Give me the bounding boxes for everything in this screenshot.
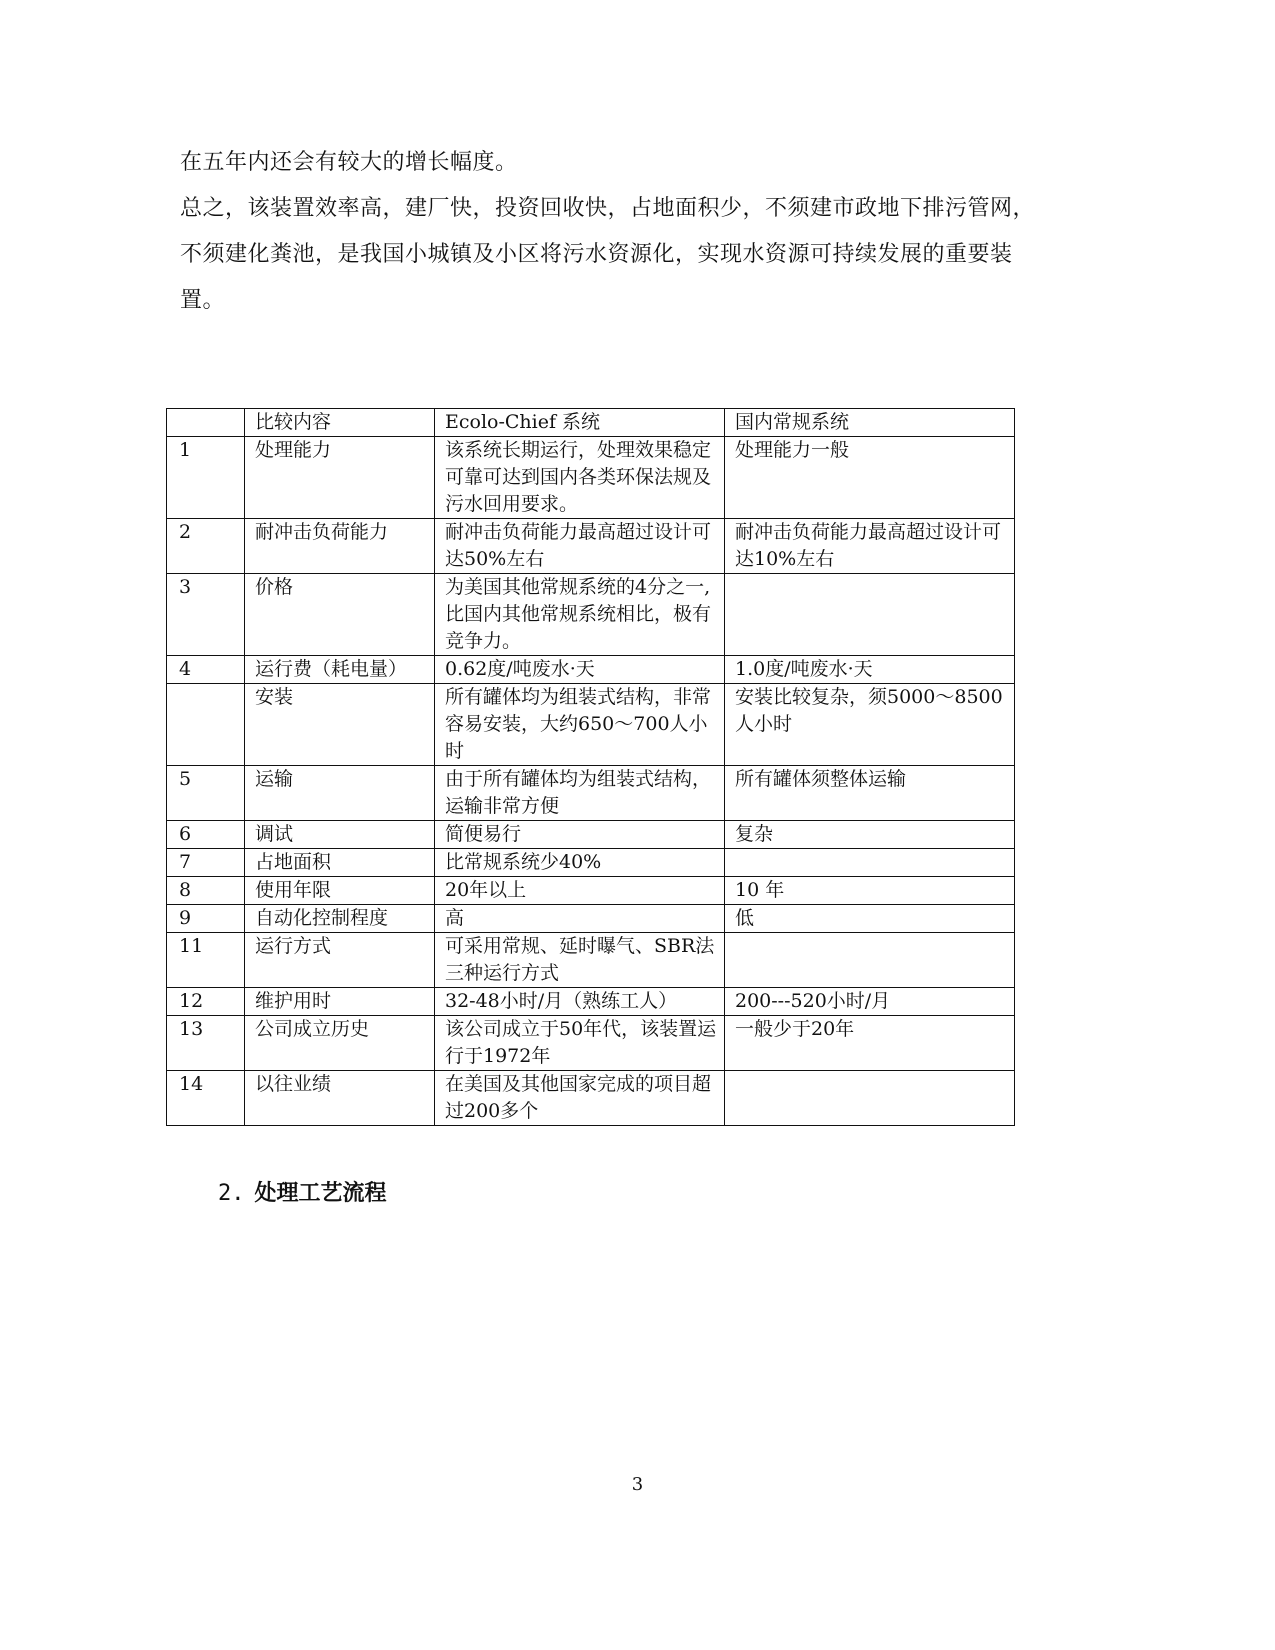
domestic-system-cell: 低 — [725, 905, 1015, 933]
domestic-system-cell: 所有罐体须整体运输 — [725, 766, 1015, 821]
table-row — [167, 1016, 1015, 1071]
table-row — [167, 933, 1015, 988]
domestic-system-cell: 处理能力一般 — [725, 437, 1015, 519]
ecolo-chief-cell: 可采用常规、延时曝气、SBR法三种运行方式 — [435, 933, 725, 988]
row-index-cell: 1 — [167, 437, 245, 519]
table-row — [167, 519, 1015, 574]
item-cell: 运输 — [245, 766, 435, 821]
ecolo-chief-cell: 所有罐体均为组装式结构，非常容易安装，大约650～700人小时 — [435, 684, 725, 766]
item-cell: 自动化控制程度 — [245, 905, 435, 933]
row-index-cell: 5 — [167, 766, 245, 821]
item-cell: 安装 — [245, 684, 435, 766]
paragraph: 总之，该装置效率高，建厂快，投资回收快，占地面积少，不须建市政地下排污管网，不须建化粪池，是我国小城镇及小区将污水资源化，实现水资源可持续发展的重要装置。 — [180, 196, 1036, 313]
item-cell: 占地面积 — [245, 849, 435, 877]
table-row — [167, 684, 1015, 766]
domestic-system-cell — [725, 574, 1015, 656]
ecolo-chief-cell: 高 — [435, 905, 725, 933]
domestic-system-cell: 复杂 — [725, 821, 1015, 849]
row-index-cell — [167, 684, 245, 766]
domestic-system-cell — [725, 849, 1015, 877]
section-heading — [218, 1178, 387, 1210]
domestic-system-cell: 10 年 — [725, 877, 1015, 905]
ecolo-chief-cell: 该公司成立于50年代，该装置运行于1972年 — [435, 1016, 725, 1071]
ecolo-chief-cell: 由于所有罐体均为组装式结构，运输非常方便 — [435, 766, 725, 821]
ecolo-chief-cell: 耐冲击负荷能力最高超过设计可达50%左右 — [435, 519, 725, 574]
row-index-cell: 7 — [167, 849, 245, 877]
page-number: 3 — [631, 1474, 644, 1495]
row-index-cell: 4 — [167, 656, 245, 684]
table-row — [167, 905, 1015, 933]
table-header-row — [167, 409, 1015, 437]
row-index-cell: 14 — [167, 1071, 245, 1126]
row-index-cell: 11 — [167, 933, 245, 988]
row-index-cell: 8 — [167, 877, 245, 905]
item-cell: 维护用时 — [245, 988, 435, 1016]
row-index-cell: 13 — [167, 1016, 245, 1071]
domestic-system-cell: 安装比较复杂，须5000～8500人小时 — [725, 684, 1015, 766]
item-cell: 运行费（耗电量） — [245, 656, 435, 684]
comparison-table — [166, 408, 1015, 1126]
item-cell: 以往业绩 — [245, 1071, 435, 1126]
row-index-cell: 3 — [167, 574, 245, 656]
table-row — [167, 574, 1015, 656]
table-row — [167, 766, 1015, 821]
item-cell: 公司成立历史 — [245, 1016, 435, 1071]
ecolo-chief-cell: 0.62度/吨废水·天 — [435, 656, 725, 684]
row-index-cell: 2 — [167, 519, 245, 574]
ecolo-chief-cell: 简便易行 — [435, 821, 725, 849]
table-row — [167, 849, 1015, 877]
header-cell-index — [167, 409, 245, 437]
row-index-cell: 9 — [167, 905, 245, 933]
item-cell: 使用年限 — [245, 877, 435, 905]
header-cell-ecolo: Ecolo-Chief 系统 — [435, 409, 725, 437]
header-cell-item: 比较内容 — [245, 409, 435, 437]
ecolo-chief-cell: 为美国其他常规系统的4分之一,比国内其他常规系统相比，极有竞争力。 — [435, 574, 725, 656]
domestic-system-cell: 1.0度/吨废水·天 — [725, 656, 1015, 684]
domestic-system-cell: 一般少于20年 — [725, 1016, 1015, 1071]
paragraph: 在五年内还会有较大的增长幅度。 — [180, 150, 518, 175]
ecolo-chief-cell: 该系统长期运行，处理效果稳定可靠可达到国内各类环保法规及污水回用要求。 — [435, 437, 725, 519]
row-index-cell: 6 — [167, 821, 245, 849]
table-row — [167, 1071, 1015, 1126]
body-text — [180, 140, 1040, 324]
row-index-cell: 12 — [167, 988, 245, 1016]
ecolo-chief-cell: 比常规系统少40% — [435, 849, 725, 877]
item-cell: 价格 — [245, 574, 435, 656]
domestic-system-cell — [725, 933, 1015, 988]
table-row — [167, 877, 1015, 905]
table-row — [167, 437, 1015, 519]
item-cell: 调试 — [245, 821, 435, 849]
ecolo-chief-cell: 在美国及其他国家完成的项目超过200多个 — [435, 1071, 725, 1126]
table-row — [167, 656, 1015, 684]
domestic-system-cell — [725, 1071, 1015, 1126]
section-number: 2. — [218, 1181, 245, 1206]
header-cell-domestic: 国内常规系统 — [725, 409, 1015, 437]
section-title: 处理工艺流程 — [254, 1181, 387, 1206]
item-cell: 运行方式 — [245, 933, 435, 988]
domestic-system-cell: 耐冲击负荷能力最高超过设计可达10%左右 — [725, 519, 1015, 574]
ecolo-chief-cell: 20年以上 — [435, 877, 725, 905]
domestic-system-cell: 200---520小时/月 — [725, 988, 1015, 1016]
ecolo-chief-cell: 32-48小时/月（熟练工人） — [435, 988, 725, 1016]
table-row — [167, 821, 1015, 849]
item-cell: 处理能力 — [245, 437, 435, 519]
table-row — [167, 988, 1015, 1016]
item-cell: 耐冲击负荷能力 — [245, 519, 435, 574]
